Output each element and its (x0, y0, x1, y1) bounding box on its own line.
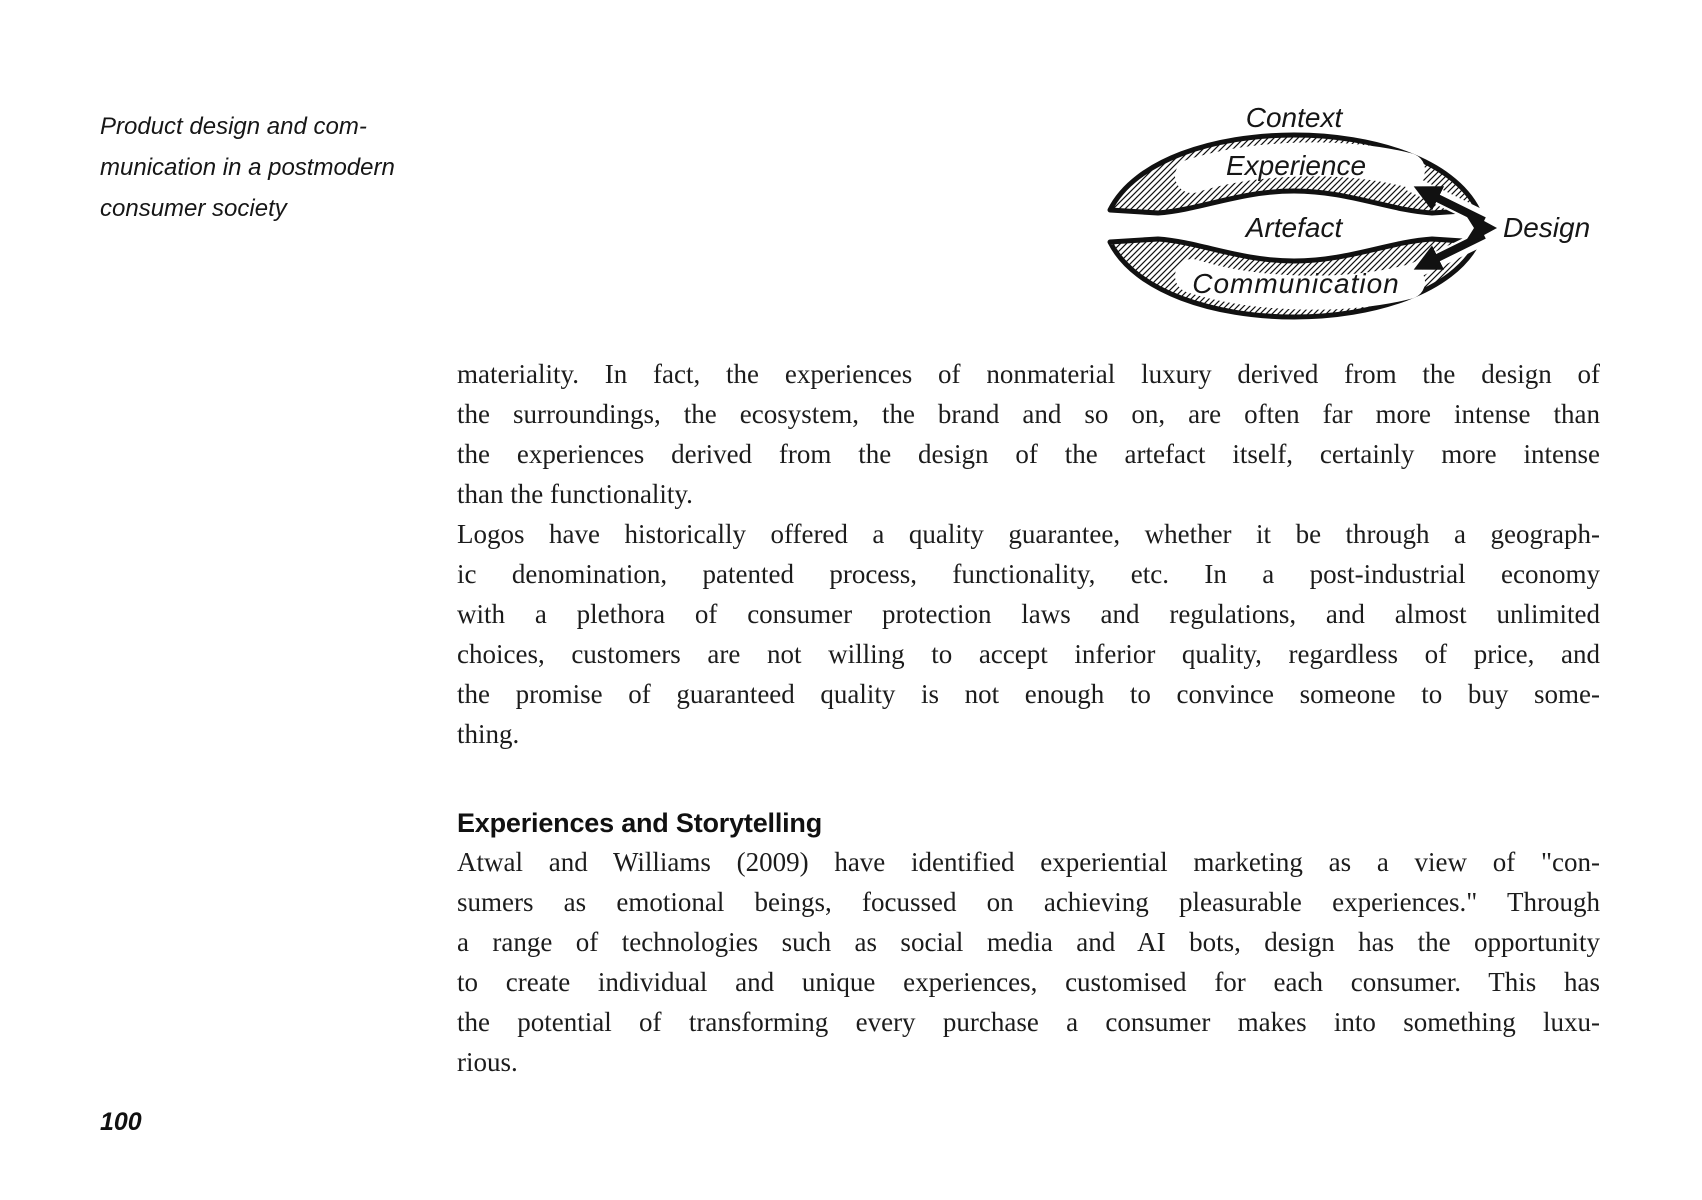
context-label: Context (1245, 102, 1343, 133)
text-line: a range of technologies such as social media and AI bots, design has the opportunity (457, 927, 1600, 957)
text-line: than the functionality. (457, 479, 693, 509)
communication-label: Communication (1192, 268, 1400, 299)
margin-note-line: Product design and com- (100, 113, 367, 140)
text-line: Logos have historically offered a quality guarantee, whether it be through a geograph- (457, 519, 1600, 549)
margin-note-line: consumer society (100, 195, 287, 222)
text-line: to create individual and unique experiences, customised for each consumer. This has (457, 967, 1600, 997)
text-line: the promise of guaranteed quality is not enough to convince someone to buy some- (457, 679, 1600, 709)
text-line: the experiences derived from the design of the artefact itself, certainly more intense (457, 439, 1600, 469)
text-line: with a plethora of consumer protection laws and regulations, and almost unlimited (457, 599, 1600, 629)
text-line: sumers as emotional beings, focussed on achieving pleasurable experiences." Through (457, 887, 1600, 917)
text-line: the surroundings, the ecosystem, the brand and so on, are often far more intense than (457, 399, 1600, 429)
section-heading: Experiences and Storytelling (457, 808, 823, 838)
page-number: 100 (100, 1108, 142, 1136)
text-line: rious. (457, 1047, 518, 1077)
artefact-label: Artefact (1245, 212, 1343, 243)
text-line: ic denomination, patented process, functionality, etc. In a post-industrial economy (457, 559, 1600, 589)
text-line: choices, customers are not willing to accept inferior quality, regardless of price, and (457, 639, 1600, 669)
paragraph (457, 514, 1600, 754)
text-line: thing. (457, 719, 520, 749)
paragraph (457, 354, 1600, 514)
design-label: Design (1503, 212, 1591, 243)
margin-note-line: munication in a postmodern (100, 154, 395, 181)
paragraph (457, 842, 1600, 1082)
experience-label: Experience (1225, 150, 1367, 181)
text-line: the potential of transforming every purchase a consumer makes into something luxu- (457, 1007, 1600, 1037)
body-text-column (457, 354, 1600, 1082)
margin-note (100, 106, 440, 229)
text-line: materiality. In fact, the experiences of nonmaterial luxury derived from the design of (457, 359, 1600, 389)
design-context-diagram (980, 60, 1620, 360)
text-line: Atwal and Williams (2009) have identified experiential marketing as a view of "con- (457, 847, 1600, 877)
